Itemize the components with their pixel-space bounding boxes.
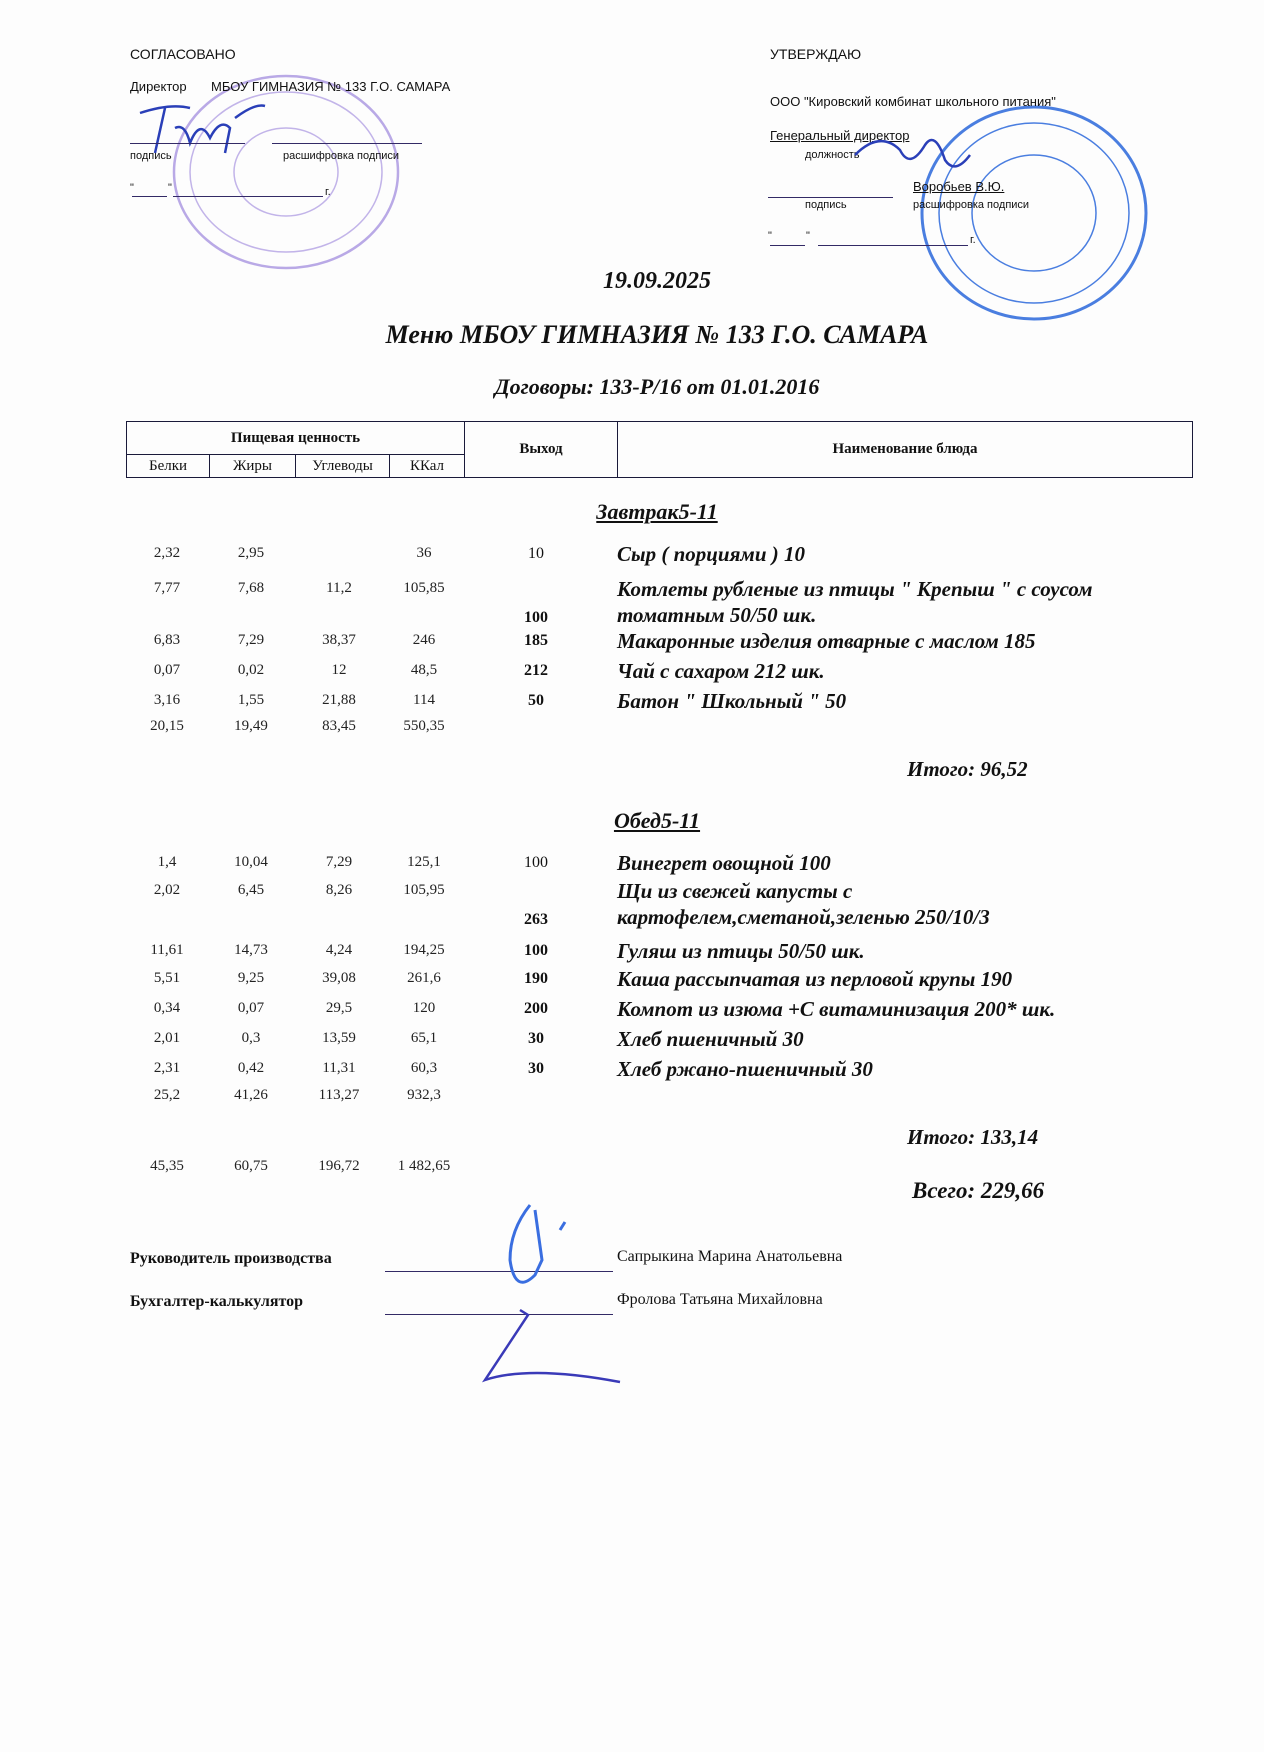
protein-value: 2,31 xyxy=(153,1060,181,1076)
approval-right-title: УТВЕРЖДАЮ xyxy=(770,46,862,62)
dish-name: Хлеб пшеничный 30 xyxy=(617,1027,804,1051)
dish-name: Чай с сахаром 212 шк. xyxy=(617,659,825,683)
date-day-line xyxy=(132,196,167,197)
decode-label-right: расшифровка подписи xyxy=(913,199,1030,211)
date-quote: " xyxy=(168,182,172,194)
sign-label-right: подпись xyxy=(805,199,847,211)
grand-protein: 45,35 xyxy=(150,1158,184,1174)
protein-value: 0,07 xyxy=(153,662,181,678)
menu-date: 19.09.2025 xyxy=(603,268,711,294)
sign-label-left: подпись xyxy=(130,150,172,162)
date-quote: " xyxy=(130,182,134,194)
fat-header: Жиры xyxy=(210,455,296,478)
carbs-value: 4,24 xyxy=(325,942,353,958)
lunch-total: Итого: 133,14 xyxy=(907,1125,1039,1149)
dish-name: Гуляш из птицы 50/50 шк. xyxy=(617,939,865,963)
protein-header: Белки xyxy=(127,455,210,478)
dish-name: Компот из изюма +С витаминизация 200* шк. xyxy=(617,997,1056,1021)
year-suffix: г. xyxy=(325,186,331,198)
date-month-line xyxy=(173,196,323,197)
kcal-value: 246 xyxy=(412,632,436,648)
grand-kcal: 1 482,65 xyxy=(397,1158,451,1174)
sum-protein: 25,2 xyxy=(153,1087,181,1103)
carbs-value: 21,88 xyxy=(322,692,356,708)
fat-value: 1,55 xyxy=(237,692,265,708)
output-value: 100 xyxy=(524,854,548,871)
decode-line-left xyxy=(272,143,422,144)
sum-kcal: 550,35 xyxy=(403,718,445,734)
date-quote: " xyxy=(806,230,810,242)
dish-name-cont: томатным 50/50 шк. xyxy=(617,603,817,627)
output-value: 100 xyxy=(524,942,548,959)
carbs-value: 11,31 xyxy=(322,1060,356,1076)
protein-value: 11,61 xyxy=(150,942,184,958)
breakfast-section-title: Завтрак5-11 xyxy=(596,499,718,524)
contracts: Договоры: 133-Р/16 от 01.01.2016 xyxy=(494,374,820,399)
protein-value: 0,34 xyxy=(153,1000,181,1016)
role-accountant: Бухгалтер-калькулятор xyxy=(130,1293,304,1310)
date-day-line xyxy=(770,245,805,246)
output-value: 50 xyxy=(528,692,544,709)
sum-fat: 41,26 xyxy=(234,1087,268,1103)
carbs-value: 11,2 xyxy=(326,580,352,596)
dish-name: Щи из свежей капусты с xyxy=(617,879,853,903)
fat-value: 7,29 xyxy=(237,632,265,648)
fat-value: 7,68 xyxy=(237,580,265,596)
kcal-value: 36 xyxy=(416,545,432,561)
fat-value: 0,02 xyxy=(237,662,265,678)
approval-right-position: Генеральный директор xyxy=(770,128,910,143)
kcal-value: 48,5 xyxy=(410,662,438,678)
protein-value: 7,77 xyxy=(153,580,181,596)
sum-fat: 19,49 xyxy=(234,718,268,734)
sum-carbs: 113,27 xyxy=(318,1087,360,1103)
role-production-head: Руководитель производства xyxy=(130,1250,332,1267)
fat-value: 10,04 xyxy=(234,854,268,870)
dish-name: Макаронные изделия отварные с маслом 185 xyxy=(617,629,1036,653)
output-value: 10 xyxy=(528,545,544,562)
fat-value: 6,45 xyxy=(237,882,265,898)
output-value: 190 xyxy=(524,970,548,987)
signature-accountant-icon xyxy=(460,1300,630,1390)
output-value: 185 xyxy=(524,632,548,649)
nutrition-header: Пищевая ценность xyxy=(127,422,465,455)
dish-name: Сыр ( порциями ) 10 xyxy=(617,542,805,566)
grand-carbs: 196,72 xyxy=(318,1158,360,1174)
approval-right-name: Воробьев В.Ю. xyxy=(913,179,1005,194)
signature-director-icon xyxy=(130,98,270,158)
kcal-value: 261,6 xyxy=(407,970,441,986)
grand-fat: 60,75 xyxy=(234,1158,268,1174)
year-suffix: г. xyxy=(970,234,976,246)
dish-name: Котлеты рубленые из птицы " Крепыш " с соусом xyxy=(617,577,1093,601)
dish-name: Каша рассыпчатая из перловой крупы 190 xyxy=(617,967,1013,991)
dish-name: Батон " Школьный " 50 xyxy=(617,689,847,713)
output-header: Выход xyxy=(465,422,618,478)
protein-value: 2,02 xyxy=(153,882,181,898)
name-accountant: Фролова Татьяна Михайловна xyxy=(617,1291,823,1308)
position-label: должность xyxy=(805,149,860,161)
signature-production-head-icon xyxy=(490,1200,600,1295)
dish-name: Хлеб ржано-пшеничный 30 xyxy=(617,1057,873,1081)
output-value: 212 xyxy=(524,662,548,679)
carbs-value: 38,37 xyxy=(322,632,356,648)
menu-table-header xyxy=(126,421,1193,478)
dish-name: Винегрет овощной 100 xyxy=(617,851,831,875)
carbs-header: Углеводы xyxy=(296,455,390,478)
protein-value: 2,32 xyxy=(153,545,181,561)
output-value: 30 xyxy=(528,1060,544,1077)
output-value: 30 xyxy=(528,1030,544,1047)
sum-carbs: 83,45 xyxy=(322,718,356,734)
kcal-header: ККал xyxy=(390,455,465,478)
fat-value: 0,42 xyxy=(237,1060,265,1076)
kcal-value: 125,1 xyxy=(407,854,441,870)
kcal-value: 194,25 xyxy=(403,942,445,958)
fat-value: 14,73 xyxy=(234,942,268,958)
fat-value: 2,95 xyxy=(237,545,265,561)
breakfast-total: Итого: 96,52 xyxy=(907,757,1028,781)
name-production-head: Сапрыкина Марина Анатольевна xyxy=(617,1248,843,1265)
protein-value: 1,4 xyxy=(157,854,177,870)
date-quote: " xyxy=(768,230,772,242)
protein-value: 5,51 xyxy=(153,970,181,986)
kcal-value: 120 xyxy=(412,1000,436,1016)
fat-value: 0,3 xyxy=(241,1030,261,1046)
kcal-value: 105,85 xyxy=(403,580,445,596)
approval-left-position: Директор xyxy=(130,79,187,94)
approval-right-org: ООО "Кировский комбинат школьного питания" xyxy=(770,94,1056,109)
approval-left-title: СОГЛАСОВАНО xyxy=(130,46,236,62)
grand-total: Всего: 229,66 xyxy=(912,1178,1045,1203)
kcal-value: 105,95 xyxy=(403,882,445,898)
approval-left-org: МБОУ ГИМНАЗИЯ № 133 Г.О. САМАРА xyxy=(211,79,451,94)
carbs-value: 8,26 xyxy=(325,882,353,898)
signature-general-director-icon xyxy=(850,125,980,195)
output-value: 263 xyxy=(524,911,548,928)
sum-kcal: 932,3 xyxy=(407,1087,441,1103)
carbs-value: 29,5 xyxy=(325,1000,353,1016)
fat-value: 0,07 xyxy=(237,1000,265,1016)
date-month-line xyxy=(818,245,968,246)
dish-name-cont: картофелем,сметаной,зеленью 250/10/3 xyxy=(617,905,990,929)
kcal-value: 60,3 xyxy=(410,1060,438,1076)
page-title: Меню МБОУ ГИМНАЗИЯ № 133 Г.О. САМАРА xyxy=(385,320,929,349)
protein-value: 6,83 xyxy=(153,632,181,648)
carbs-value: 39,08 xyxy=(322,970,356,986)
decode-label-left: расшифровка подписи xyxy=(283,150,400,162)
fat-value: 9,25 xyxy=(237,970,265,986)
carbs-value: 13,59 xyxy=(322,1030,356,1046)
carbs-value: 12 xyxy=(331,662,347,678)
signature-line-left xyxy=(130,143,245,144)
kcal-value: 65,1 xyxy=(410,1030,438,1046)
carbs-value: 7,29 xyxy=(325,854,353,870)
sum-protein: 20,15 xyxy=(150,718,184,734)
protein-value: 2,01 xyxy=(153,1030,181,1046)
kcal-value: 114 xyxy=(413,692,435,708)
output-value: 100 xyxy=(524,609,548,626)
protein-value: 3,16 xyxy=(153,692,181,708)
signature-line-right xyxy=(768,197,893,198)
output-value: 200 xyxy=(524,1000,548,1017)
dish-name-header: Наименование блюда xyxy=(618,422,1193,478)
lunch-section-title: Обед5-11 xyxy=(613,808,701,833)
